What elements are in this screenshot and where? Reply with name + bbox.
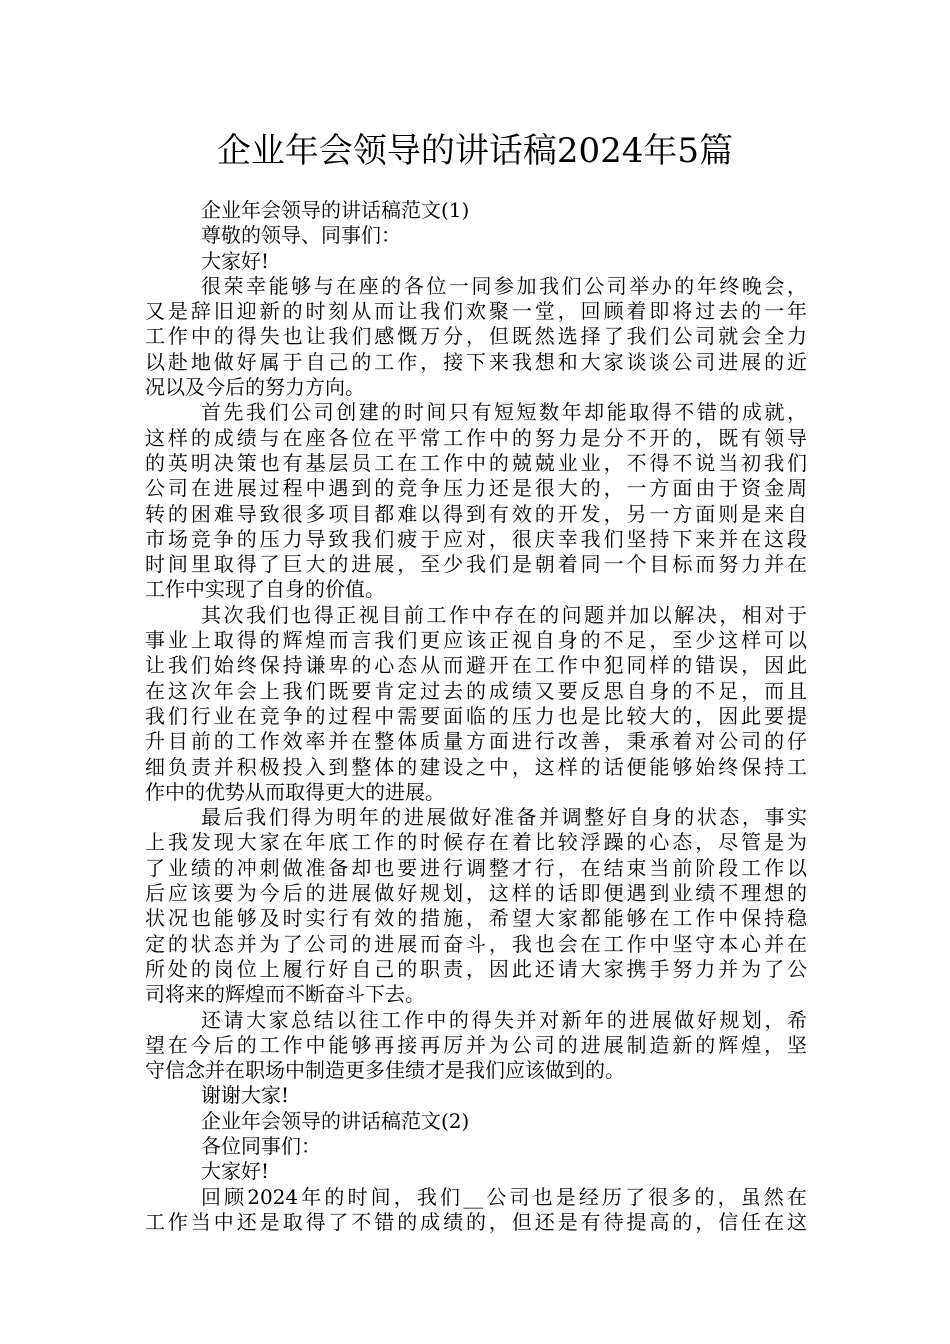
paragraph-line: 很荣幸能够与在座的各位一同参加我们公司举办的年终晚会，	[201, 273, 807, 298]
paragraph-line: 升目前的工作效率并在整体质量方面进行改善，秉承着对公司的仔	[145, 729, 807, 754]
paragraph-line: 这样的成绩与在座各位在平常工作中的努力是分不开的，既有领导	[145, 425, 807, 450]
closing-line: 谢谢大家!	[201, 1083, 290, 1108]
paragraph-line: 了业绩的冲刺做准备却也要进行调整才行，在结束当前阶段工作以	[145, 855, 807, 880]
greeting: 大家好!	[201, 1159, 270, 1184]
document-title: 企业年会领导的讲话稿2024年5篇	[216, 131, 734, 171]
greeting: 大家好!	[201, 248, 270, 273]
paragraph-line: 状况也能够及时实行有效的措施，希望大家都能够在工作中保持稳	[145, 906, 807, 931]
paragraph-line: 工作当中还是取得了不错的成绩的，但还是有待提高的，信任在这	[145, 1209, 807, 1234]
paragraph-line: 细负责并积极投入到整体的建设之中，这样的话便能够始终保持工	[145, 754, 807, 779]
document-body	[145, 198, 807, 1235]
paragraph-line: 我们行业在竞争的过程中需要面临的压力也是比较大的，因此要提	[145, 703, 807, 728]
paragraph-line: 上我发现大家在年底工作的时候存在着比较浮躁的心态，尽管是为	[145, 830, 807, 855]
paragraph-line: 望在今后的工作中能够再接再厉并为公司的进展制造新的辉煌，坚	[145, 1032, 807, 1057]
paragraph-line: 回顾2024年的时间，我们__公司也是经历了很多的，虽然在	[201, 1184, 807, 1209]
paragraph-line: 公司在进展过程中遇到的竞争压力还是很大的，一方面由于资金周	[145, 476, 807, 501]
paragraph-line: 定的状态并为了公司的进展而奋斗，我也会在工作中坚守本心并在	[145, 931, 807, 956]
paragraph-line: 所处的岗位上履行好自己的职责，因此还请大家携手努力并为了公	[145, 956, 807, 981]
paragraph-line: 还请大家总结以往工作中的得失并对新年的进展做好规划，希	[201, 1007, 807, 1032]
paragraph-line: 工作中的得失也让我们感慨万分，但既然选择了我们公司就会全力	[145, 324, 807, 349]
paragraph-line: 时间里取得了巨大的进展，至少我们是朝着同一个目标而努力并在	[145, 552, 807, 577]
section-heading: 企业年会领导的讲话稿范文(2)	[201, 1108, 470, 1133]
paragraph-line: 转的困难导致很多项目都难以得到有效的开发，另一方面则是来自	[145, 501, 807, 526]
paragraph-line: 以赴地做好属于自己的工作，接下来我想和大家谈谈公司进展的近	[145, 349, 807, 374]
paragraph-line: 又是辞旧迎新的时刻从而让我们欢聚一堂，回顾着即将过去的一年	[145, 299, 807, 324]
paragraph-line: 工作中实现了自身的价值。	[145, 577, 385, 602]
paragraph-line: 司将来的辉煌而不断奋斗下去。	[145, 982, 425, 1007]
paragraph-line: 事业上取得的辉煌而言我们更应该正视自身的不足，至少这样可以	[145, 628, 807, 653]
section-heading: 企业年会领导的讲话稿范文(1)	[201, 198, 470, 222]
paragraph-line: 其次我们也得正视目前工作中存在的问题并加以解决，相对于	[201, 602, 807, 627]
paragraph-line: 在这次年会上我们既要肯定过去的成绩又要反思自身的不足，而且	[145, 678, 807, 703]
paragraph-line: 守信念并在职场中制造更多佳绩才是我们应该做到的。	[145, 1058, 625, 1083]
paragraph-line: 作中的优势从而取得更大的进展。	[145, 779, 445, 804]
paragraph-line: 让我们始终保持谦卑的心态从而避开在工作中犯同样的错误，因此	[145, 653, 807, 678]
paragraph-line: 最后我们得为明年的进展做好准备并调整好自身的状态，事实	[201, 805, 807, 830]
salutation: 尊敬的领导、同事们：	[201, 223, 401, 248]
salutation: 各位同事们：	[201, 1133, 321, 1158]
paragraph-line: 首先我们公司创建的时间只有短短数年却能取得不错的成就，	[201, 400, 807, 425]
paragraph-line: 的英明决策也有基层员工在工作中的兢兢业业，不得不说当初我们	[145, 450, 807, 475]
paragraph-line: 况以及今后的努力方向。	[145, 375, 365, 400]
paragraph-line: 市场竞争的压力导致我们疲于应对，很庆幸我们坚持下来并在这段	[145, 526, 807, 551]
paragraph-line: 后应该要为今后的进展做好规划，这样的话即便遇到业绩不理想的	[145, 881, 807, 906]
